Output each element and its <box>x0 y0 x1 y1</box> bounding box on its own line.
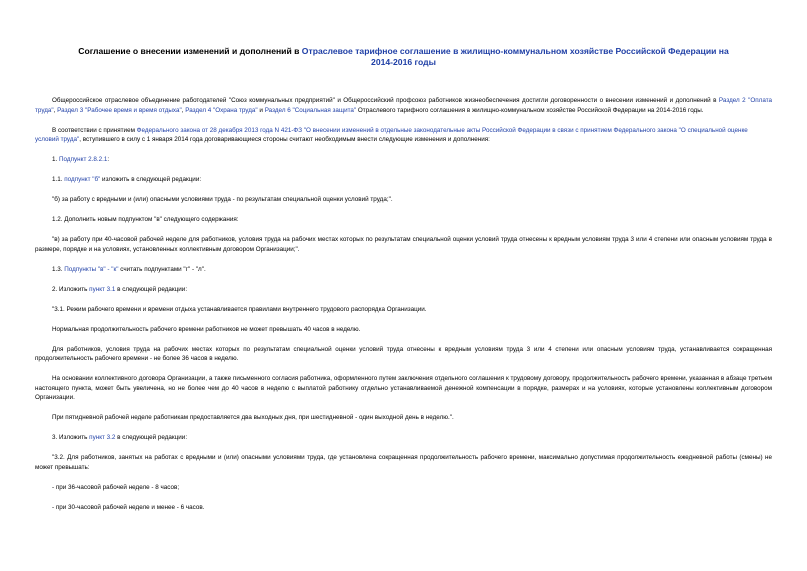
section-4-link[interactable]: Раздел 4 "Охрана труда" <box>185 106 258 114</box>
federal-law-link[interactable]: Федерального закона от 28 декабря 2013 года N 421-ФЗ "О внесении изменений в отдельные законодательные акты Российской Федерации в связи с принятием Федерального закона "О специальной оценке условий труда" <box>35 126 748 143</box>
item-3-quote-c: - при 30-часовой рабочей неделе и менее - 6 часов. <box>52 503 205 511</box>
item-2-quote-a: "3.1. Режим рабочего времени и времени отдыха устанавливается правилами внутреннего трудового распорядка Организации. <box>52 305 427 313</box>
text: , <box>53 106 58 114</box>
subclause-b-link[interactable]: подпункт "б" <box>64 176 101 183</box>
text: в следующей редакции: <box>115 285 188 293</box>
text: и <box>257 106 265 114</box>
text: В соответствии с принятием <box>52 126 137 134</box>
item-2-quote-d: На основании коллективного договора Организации, а также письменного согласия работника, оформленного путем заключения отдельного соглашения к трудовому договору, продолжительность рабочего времени, указанная в абзаце третьем настоящего пункта, может быть увеличена, но не более чем до 40 часов в неделю с выплатой работнику отдельно устанавливаемой денежной компенсации в порядке, размерах и на условиях, которые установлены коллективным договором Организации. <box>35 375 772 401</box>
text: изложить в следующей редакции: <box>100 176 202 183</box>
section-6-link[interactable]: Раздел 6 "Социальная защита" <box>264 106 357 114</box>
item-2-quote-e: При пятидневной рабочей неделе работникам предоставляется два выходных дня, при шестидневной - один выходной день в неделю.". <box>52 414 454 421</box>
text: Общероссийское отраслевое объединение работодателей "Союз коммунальных предприятий" и Общероссийский профсоюз работников жизнеобеспечения достигли договоренности о внесении изменений и дополнений в <box>52 97 719 104</box>
subclause-2821-link[interactable]: Подпункт 2.8.2.1 <box>59 156 108 163</box>
item-3-quote-b: - при 36-часовой рабочей неделе - 8 часов; <box>52 483 180 491</box>
item-1-1-quote: "б) за работу с вредными и (или) опасными условиями труда - по результатам специальной оценки условий труда;". <box>52 196 393 203</box>
text: : <box>107 156 110 163</box>
section-2-link[interactable]: Раздел 2 "Оплата труда" <box>35 97 773 114</box>
document-title <box>35 46 772 68</box>
text: 2. Изложить <box>52 285 90 293</box>
item-2 <box>35 285 772 295</box>
item-2-quote-c: Для работников, условия труда на рабочих местах которых по результатам специальной оценки условий труда отнесены к вредным условиям труда 3 или 4 степени или опасным условиям труда, устанавливается сокращенная продолжительность рабочего времени - не более 36 часов в неделю. <box>35 345 772 362</box>
clause-31-link[interactable]: пункт 3.1 <box>89 285 116 293</box>
item-1 <box>35 155 772 165</box>
intro-paragraph <box>35 96 772 115</box>
item-3 <box>35 433 772 443</box>
law-paragraph <box>35 126 772 145</box>
title-agreement-link[interactable]: Отраслевое тарифное соглашение в жилищно-коммунальном хозяйстве Российской Федерации на 2014-2016 годы <box>301 46 729 67</box>
text: 1.1. <box>52 176 65 183</box>
title-text: Соглашение о внесении изменений и дополнений в <box>78 46 302 56</box>
text: считать подпунктами "г" - "л". <box>118 265 206 273</box>
text: 1.3. <box>52 265 65 273</box>
item-3-quote-a: "3.2. Для работников, занятых на работах с вредными и (или) опасными условиями труда, где установлена сокращенная продолжительность рабочего времени, максимально допустимая продолжительность ежедневной работы (смены) не может превышать: <box>35 454 772 471</box>
item-1-1 <box>35 175 772 185</box>
subclauses-v-k-link[interactable]: Подпункты "в" - "к" <box>64 265 119 273</box>
item-1-2-quote: "в) за работу при 40-часовой рабочей неделе для работников, условия труда на рабочих местах которых по результатам специальной оценки условий труда отнесены к вредным условиям труда 3 или 4 степени или опасным условиям труда в размере, порядке и на условиях, установленных коллективным договором Организации;". <box>35 236 772 253</box>
item-2-quote-b: Нормальная продолжительность рабочего времени работников не может превышать 40 часов в неделю. <box>52 325 361 333</box>
text: , <box>181 106 186 114</box>
text: , вступившего в силу с 1 января 2014 года договаривающиеся стороны считают необходимым внести следующие изменения и дополнения: <box>79 136 490 143</box>
text: 3. Изложить <box>52 434 90 441</box>
item-1-3 <box>35 265 772 275</box>
text: в следующей редакции: <box>115 434 188 441</box>
text: Отраслевого тарифного соглашения в жилищно-коммунальном хозяйстве Российской Федерации на 2014-2016 годы. <box>356 106 704 114</box>
clause-32-link[interactable]: пункт 3.2 <box>89 434 116 441</box>
section-3-link[interactable]: Раздел 3 "Рабочее время и время отдыха" <box>57 106 182 114</box>
text: 1. <box>52 156 60 163</box>
item-1-2: 1.2. Дополнить новым подпунктом "в" следующего содержания: <box>52 216 239 223</box>
